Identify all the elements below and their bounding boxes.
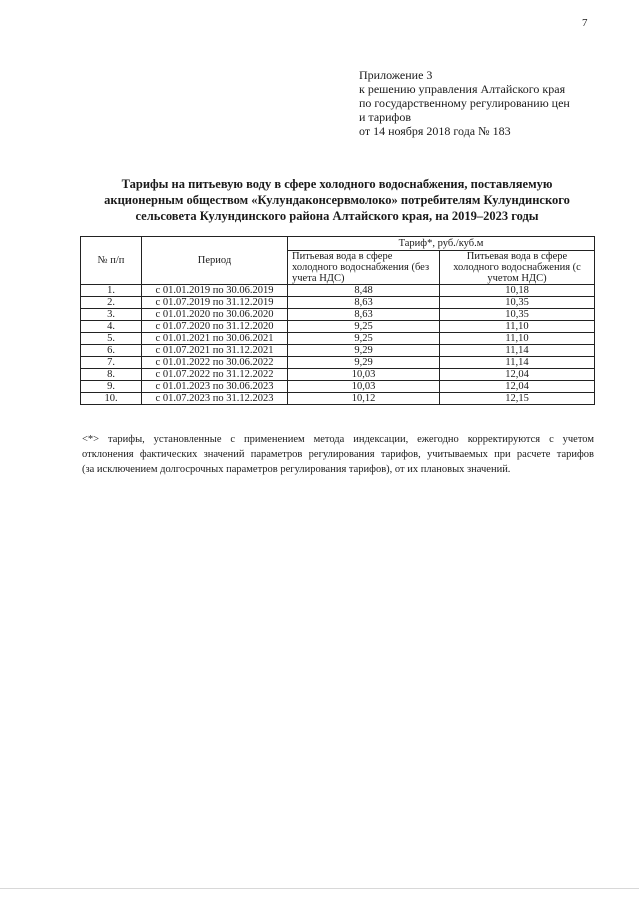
cell-vat: 11,14: [440, 357, 595, 369]
footnote: [82, 432, 594, 477]
cell-num: 9.: [81, 381, 142, 393]
appendix-line: Приложение 3: [359, 68, 433, 82]
cell-num: 8.: [81, 369, 142, 381]
table-row: [81, 321, 595, 333]
cell-vat: 12,04: [440, 381, 595, 393]
cell-period: с 01.07.2019 по 31.12.2019: [142, 297, 288, 309]
cell-num: 6.: [81, 345, 142, 357]
cell-vat: 11,10: [440, 321, 595, 333]
header-tariff: Тариф*, руб./куб.м: [288, 237, 595, 251]
cell-no-vat: 8,63: [288, 297, 440, 309]
cell-num: 2.: [81, 297, 142, 309]
cell-num: 10.: [81, 393, 142, 405]
cell-period: с 01.07.2020 по 31.12.2020: [142, 321, 288, 333]
title-line: сельсовета Кулундинского района Алтайского края, на 2019–2023 годы: [135, 209, 539, 223]
cell-period: с 01.01.2023 по 30.06.2023: [142, 381, 288, 393]
cell-no-vat: 10,12: [288, 393, 440, 405]
cell-vat: 10,35: [440, 297, 595, 309]
cell-no-vat: 10,03: [288, 381, 440, 393]
table-row: [81, 393, 595, 405]
cell-no-vat: 9,25: [288, 333, 440, 345]
cell-num: 7.: [81, 357, 142, 369]
footnote-line: (за исключением долгосрочных параметров регулирования тарифов), от их плановых значений.: [82, 464, 511, 475]
cell-period: с 01.07.2021 по 31.12.2021: [142, 345, 288, 357]
cell-period: с 01.01.2022 по 30.06.2022: [142, 357, 288, 369]
appendix-header: [359, 68, 570, 138]
footnote-line: отклонения фактических значений параметров регулирования тарифов, учитываемых при расчете тарифов: [82, 449, 594, 460]
cell-num: 1.: [81, 285, 142, 297]
cell-period: с 01.07.2023 по 31.12.2023: [142, 393, 288, 405]
cell-no-vat: 9,25: [288, 321, 440, 333]
document-title: [60, 176, 614, 224]
header-num: № п/п: [81, 237, 142, 285]
cell-vat: 10,18: [440, 285, 595, 297]
cell-period: с 01.01.2021 по 30.06.2021: [142, 333, 288, 345]
cell-period: с 01.07.2022 по 31.12.2022: [142, 369, 288, 381]
cell-no-vat: 8,48: [288, 285, 440, 297]
cell-vat: 11,14: [440, 345, 595, 357]
tariff-table: [80, 236, 595, 405]
table-row: [81, 357, 595, 369]
page-number: 7: [582, 17, 588, 29]
table-row: [81, 345, 595, 357]
table-row: [81, 297, 595, 309]
appendix-line: по государственному регулированию цен: [359, 96, 570, 110]
appendix-line: и тарифов: [359, 110, 412, 124]
header-no-vat: Питьевая вода в сфере холодного водоснабжения (без учета НДС): [288, 251, 440, 285]
cell-vat: 11,10: [440, 333, 595, 345]
cell-no-vat: 9,29: [288, 345, 440, 357]
cell-num: 3.: [81, 309, 142, 321]
cell-period: с 01.01.2020 по 30.06.2020: [142, 309, 288, 321]
title-line: акционерным обществом «Кулундаконсервмолоко» потребителям Кулундинского: [104, 193, 570, 207]
header-period: Период: [142, 237, 288, 285]
appendix-line: от 14 ноября 2018 года № 183: [359, 124, 511, 138]
cell-num: 5.: [81, 333, 142, 345]
cell-no-vat: 8,63: [288, 309, 440, 321]
cell-vat: 10,35: [440, 309, 595, 321]
table-row: [81, 333, 595, 345]
cell-no-vat: 9,29: [288, 357, 440, 369]
cell-vat: 12,15: [440, 393, 595, 405]
tariff-table-body: [81, 285, 595, 405]
footnote-line: <*> тарифы, установленные с применением метода индексации, ежегодно корректируются с учетом: [82, 434, 594, 445]
header-vat: Питьевая вода в сфере холодного водоснабжения (с учетом НДС): [440, 251, 595, 285]
page-bottom-divider: [0, 888, 639, 889]
table-row: [81, 369, 595, 381]
cell-num: 4.: [81, 321, 142, 333]
appendix-line: к решению управления Алтайского края: [359, 82, 566, 96]
title-line: Тарифы на питьевую воду в сфере холодного водоснабжения, поставляемую: [121, 177, 553, 191]
table-row: [81, 285, 595, 297]
table-row: [81, 381, 595, 393]
table-row: [81, 309, 595, 321]
cell-no-vat: 10,03: [288, 369, 440, 381]
cell-vat: 12,04: [440, 369, 595, 381]
cell-period: с 01.01.2019 по 30.06.2019: [142, 285, 288, 297]
